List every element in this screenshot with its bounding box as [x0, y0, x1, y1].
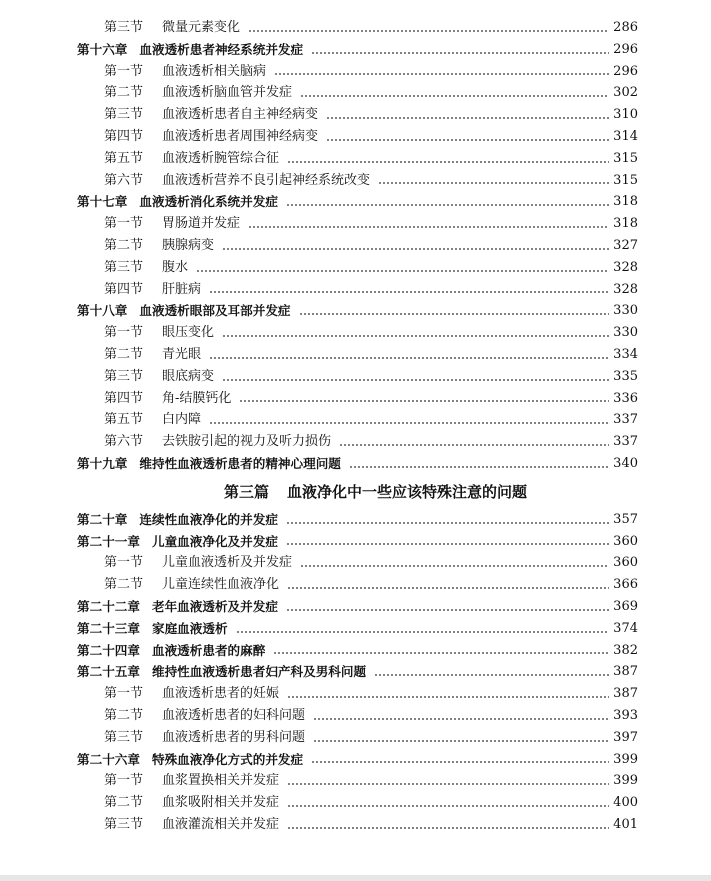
entry-page-number: 399 — [613, 773, 638, 789]
dot-leader — [209, 422, 609, 424]
entry-page-number: 318 — [613, 194, 638, 210]
toc-section-entry — [0, 148, 711, 170]
dot-leader — [287, 696, 609, 698]
entry-number: 第二十一章 — [77, 533, 140, 549]
dot-leader — [248, 226, 609, 228]
entry-title: 儿童血液净化及并发症 — [151, 533, 278, 549]
toc-chapter-entry — [0, 39, 711, 61]
dot-leader — [374, 674, 609, 676]
dot-leader — [286, 522, 609, 524]
dot-leader — [287, 161, 609, 163]
entry-number: 第一节 — [104, 773, 144, 789]
entry-page-number: 387 — [613, 686, 638, 702]
entry-title: 微量元素变化 — [162, 20, 241, 35]
entry-title: 血液透析患者的妊娠 — [162, 686, 280, 702]
entry-page-number: 397 — [613, 729, 638, 745]
toc-section-entry — [0, 279, 711, 301]
entry-number: 第四节 — [104, 390, 144, 406]
entry-number: 第六节 — [104, 172, 144, 188]
dot-leader — [299, 313, 610, 315]
entry-title: 眼压变化 — [162, 325, 215, 341]
entry-title: 血液透析眼部及耳部并发症 — [139, 303, 291, 319]
entry-page-number: 334 — [613, 346, 638, 362]
dot-leader — [378, 182, 609, 184]
dot-leader — [196, 270, 609, 272]
entry-page-number: 335 — [613, 368, 638, 384]
entry-number: 第二十五章 — [77, 664, 140, 680]
entry-title: 血液透析消化系统并发症 — [139, 194, 278, 210]
entry-page-number: 387 — [613, 664, 638, 680]
entry-page-number: 374 — [613, 620, 638, 636]
dot-leader — [339, 444, 609, 446]
entry-title: 儿童连续性血液净化 — [162, 577, 280, 593]
entry-page-number: 369 — [613, 598, 638, 614]
entry-number: 第三节 — [104, 368, 144, 384]
entry-number: 第二十二章 — [77, 598, 140, 614]
entry-title: 腹水 — [162, 259, 189, 275]
entry-page-number: 360 — [613, 533, 638, 549]
entry-number: 第二十六章 — [77, 751, 140, 767]
toc-section-entry — [0, 792, 711, 814]
entry-number: 第一节 — [104, 63, 144, 79]
entry-number: 第四节 — [104, 281, 144, 297]
entry-number: 第三节 — [104, 259, 144, 275]
dot-leader — [273, 652, 609, 654]
entry-page-number: 340 — [613, 455, 638, 471]
dot-leader — [313, 740, 609, 742]
part-title: 血液净化中一些应该特殊注意的问题 — [287, 483, 528, 502]
entry-number: 第三节 — [104, 107, 144, 123]
toc-section-entry — [0, 235, 711, 257]
entry-number: 第一节 — [104, 555, 144, 571]
dot-leader — [326, 117, 609, 119]
dot-leader — [300, 565, 609, 567]
entry-page-number: 337 — [613, 434, 638, 450]
entry-title: 角-结膜钙化 — [162, 390, 232, 406]
entry-number: 第一节 — [104, 216, 144, 232]
toc-section-entry — [0, 770, 711, 792]
entry-title: 胃肠道并发症 — [162, 216, 241, 232]
page-bottom-edge — [0, 875, 711, 881]
entry-number: 第三节 — [104, 729, 144, 745]
entry-number: 第二十三章 — [77, 620, 140, 636]
entry-number: 第二节 — [104, 346, 144, 362]
entry-title: 肝脏病 — [162, 281, 202, 297]
toc-section-entry — [0, 61, 711, 83]
toc-section-entry — [0, 213, 711, 235]
dot-leader — [222, 335, 609, 337]
entry-page-number: 318 — [613, 216, 638, 232]
toc-section-entry — [0, 574, 711, 596]
entry-number: 第十八章 — [77, 303, 128, 319]
entry-number: 第三节 — [104, 816, 144, 832]
entry-title: 血液透析脑血管并发症 — [162, 85, 293, 101]
entry-title: 血液透析腕管综合征 — [162, 150, 280, 166]
toc-chapter-entry — [0, 300, 711, 322]
dot-leader — [287, 805, 609, 807]
entry-number: 第三节 — [104, 20, 144, 35]
toc-chapter-entry — [0, 453, 711, 475]
entry-title: 白内障 — [162, 412, 202, 428]
entry-number: 第一节 — [104, 325, 144, 341]
dot-leader — [209, 291, 609, 293]
dot-leader — [222, 248, 609, 250]
entry-page-number: 399 — [613, 751, 638, 767]
entry-title: 维持性血液透析患者妇产科及男科问题 — [151, 664, 367, 680]
entry-page-number: 327 — [613, 237, 638, 253]
toc-group-first — [0, 17, 711, 475]
toc-section-entry — [0, 727, 711, 749]
dot-leader — [274, 73, 609, 75]
entry-number: 第二节 — [104, 85, 144, 101]
entry-number: 第六节 — [104, 434, 144, 450]
entry-page-number: 337 — [613, 412, 638, 428]
toc-section-entry — [0, 552, 711, 574]
toc-section-entry — [0, 322, 711, 344]
dot-leader — [300, 95, 609, 97]
entry-page-number: 382 — [613, 642, 638, 658]
dot-leader — [222, 379, 609, 381]
dot-leader — [349, 466, 609, 468]
toc-chapter-entry — [0, 749, 711, 771]
entry-number: 第二节 — [104, 577, 144, 593]
entry-title: 维持性血液透析患者的精神心理问题 — [139, 455, 341, 471]
toc-chapter-entry — [0, 531, 711, 553]
entry-page-number: 366 — [613, 577, 638, 593]
toc-section-entry — [0, 388, 711, 410]
entry-page-number: 315 — [613, 172, 638, 188]
toc-section-entry — [0, 683, 711, 705]
entry-title: 胰腺病变 — [162, 237, 215, 253]
dot-leader — [286, 204, 609, 206]
dot-leader — [209, 357, 609, 359]
toc-chapter-entry — [0, 618, 711, 640]
entry-title: 眼底病变 — [162, 368, 215, 384]
toc-section-entry — [0, 431, 711, 453]
toc-section-entry — [0, 82, 711, 104]
part-number: 第三篇 — [223, 483, 269, 502]
toc-section-entry — [0, 170, 711, 192]
entry-page-number: 360 — [613, 555, 638, 571]
entry-number: 第十九章 — [77, 455, 128, 471]
dot-leader — [311, 52, 609, 54]
toc-chapter-entry — [0, 596, 711, 618]
dot-leader — [248, 30, 609, 32]
entry-page-number: 286 — [613, 20, 638, 35]
entry-page-number: 296 — [613, 63, 638, 79]
entry-number: 第四节 — [104, 128, 144, 144]
entry-page-number: 328 — [613, 281, 638, 297]
entry-page-number: 401 — [613, 816, 638, 832]
entry-page-number: 400 — [613, 795, 638, 811]
entry-title: 特殊血液净化方式的并发症 — [151, 751, 304, 767]
entry-page-number: 302 — [613, 85, 638, 101]
toc-section-entry — [0, 409, 711, 431]
entry-title: 去铁胺引起的视力及听力损伤 — [162, 434, 332, 450]
toc-chapter-entry — [0, 640, 711, 662]
entry-title: 家庭血液透析 — [151, 620, 228, 636]
toc-section-entry — [0, 366, 711, 388]
toc-section-entry — [0, 705, 711, 727]
dot-leader — [286, 543, 609, 545]
toc-section-entry — [0, 257, 711, 279]
entry-page-number: 330 — [613, 303, 638, 319]
dot-leader — [287, 587, 609, 589]
dot-leader — [313, 718, 609, 720]
toc-section-entry — [0, 126, 711, 148]
entry-title: 血液透析患者的麻醉 — [151, 642, 266, 658]
entry-page-number: 296 — [613, 41, 638, 57]
part-heading — [0, 475, 711, 509]
entry-page-number: 336 — [613, 390, 638, 406]
entry-page-number: 310 — [613, 107, 638, 123]
entry-number: 第二节 — [104, 795, 144, 811]
entry-title: 血液灌流相关并发症 — [162, 816, 280, 832]
entry-page-number: 357 — [613, 511, 638, 527]
entry-page-number: 328 — [613, 259, 638, 275]
toc-chapter-entry — [0, 509, 711, 531]
entry-number: 第五节 — [104, 150, 144, 166]
entry-page-number: 315 — [613, 150, 638, 166]
entry-number: 第十七章 — [77, 194, 128, 210]
entry-title: 血浆置换相关并发症 — [162, 773, 280, 789]
entry-title: 血液透析患者的妇科问题 — [162, 707, 306, 723]
dot-leader — [287, 783, 609, 785]
entry-title: 血液透析患者自主神经病变 — [162, 107, 319, 123]
toc-section-entry — [0, 104, 711, 126]
entry-number: 第二节 — [104, 237, 144, 253]
entry-number: 第二十章 — [77, 511, 128, 527]
entry-title: 血液透析患者神经系统并发症 — [139, 41, 304, 57]
toc-group-second — [0, 509, 711, 836]
entry-page-number: 314 — [613, 128, 638, 144]
entry-title: 血液透析患者的男科问题 — [162, 729, 306, 745]
toc-chapter-entry — [0, 191, 711, 213]
entry-title: 老年血液透析及并发症 — [151, 598, 278, 614]
entry-title: 儿童血液透析及并发症 — [162, 555, 293, 571]
entry-title: 血液透析患者周围神经病变 — [162, 128, 319, 144]
toc-section-entry — [0, 814, 711, 836]
entry-page-number: 393 — [613, 707, 638, 723]
dot-leader — [286, 609, 609, 611]
entry-number: 第十六章 — [77, 41, 128, 57]
dot-leader — [236, 631, 610, 633]
dot-leader — [239, 400, 609, 402]
toc-section-entry — [0, 17, 711, 39]
entry-title: 连续性血液净化的并发症 — [139, 511, 278, 527]
entry-title: 血液透析相关脑病 — [162, 63, 267, 79]
entry-title: 血液透析营养不良引起神经系统改变 — [162, 172, 371, 188]
entry-number: 第二节 — [104, 707, 144, 723]
table-of-contents — [0, 17, 711, 836]
entry-page-number: 330 — [613, 325, 638, 341]
entry-title: 血浆吸附相关并发症 — [162, 795, 280, 811]
dot-leader — [287, 827, 609, 829]
dot-leader — [326, 139, 609, 141]
entry-title: 青光眼 — [162, 346, 202, 362]
toc-section-entry — [0, 344, 711, 366]
entry-number: 第一节 — [104, 686, 144, 702]
toc-chapter-entry — [0, 661, 711, 683]
dot-leader — [311, 761, 609, 763]
entry-number: 第五节 — [104, 412, 144, 428]
entry-number: 第二十四章 — [77, 642, 140, 658]
